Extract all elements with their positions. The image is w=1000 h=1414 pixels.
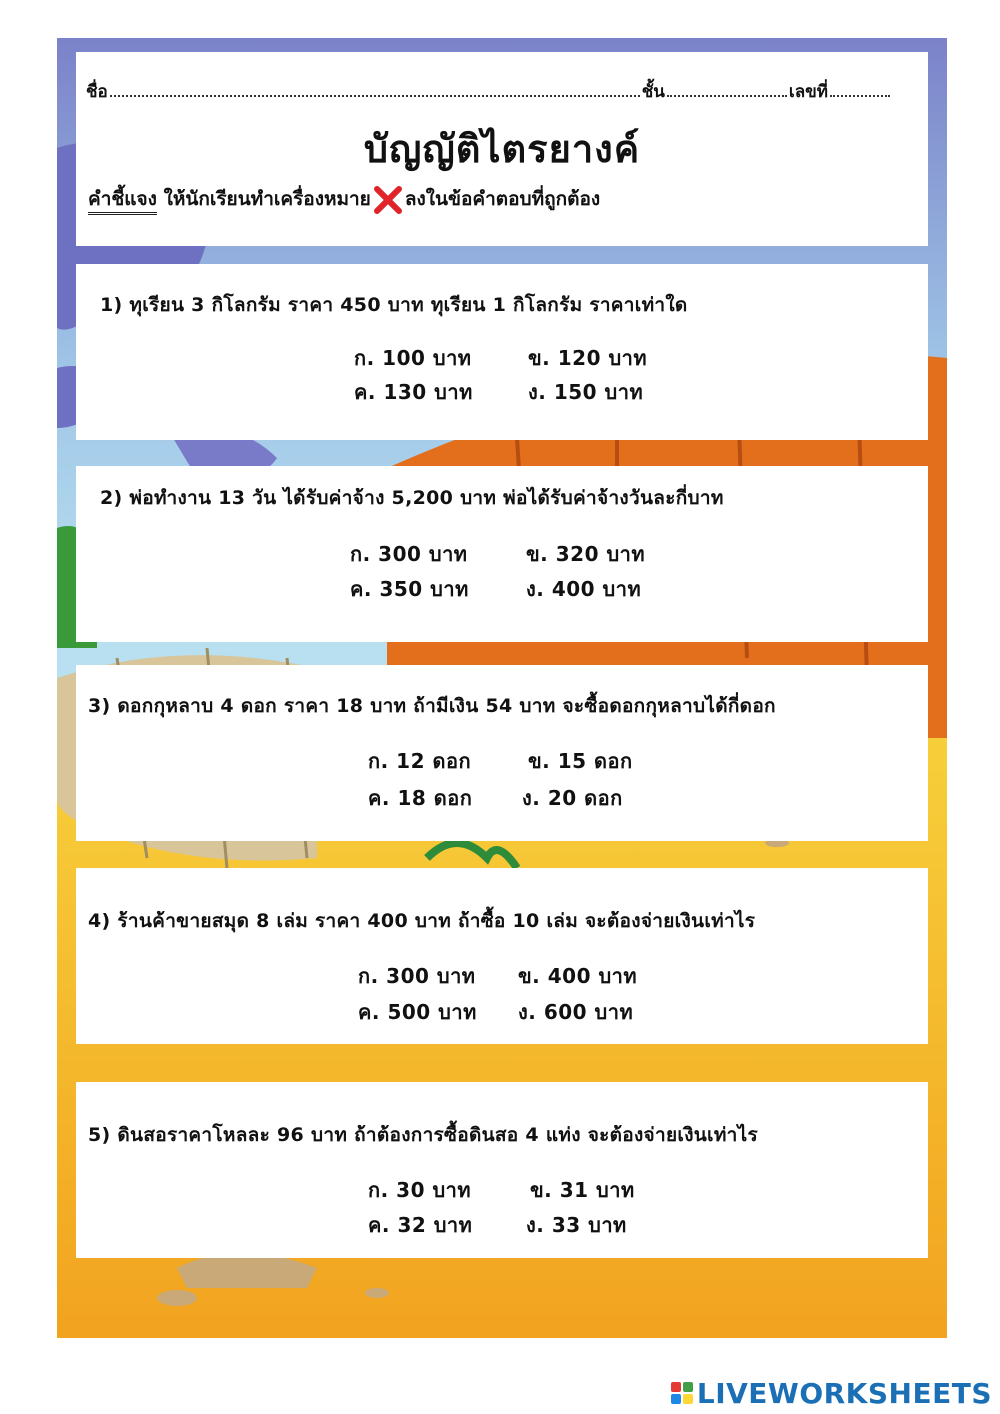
question-text: 4) ร้านค้าขายสมุด 8 เล่ม ราคา 400 บาท ถ้าซื้อ 10 เล่ม จะต้องจ่ายเงินเท่าไร	[88, 910, 756, 932]
name-blank[interactable]	[110, 81, 640, 97]
option-d[interactable]: ง. 400 บาท	[526, 577, 642, 601]
option-a[interactable]: ก. 300 บาท	[350, 542, 468, 566]
student-info-line	[86, 78, 892, 105]
instruction-label: คำชี้แจง	[88, 188, 157, 215]
class-blank[interactable]	[667, 81, 787, 97]
logo-grid-icon	[671, 1382, 693, 1404]
number-label: เลขที่	[788, 82, 828, 102]
option-d[interactable]: ง. 150 บาท	[528, 380, 644, 404]
question-text: 5) ดินสอราคาโหลละ 96 บาท ถ้าต้องการซื้อดินสอ 4 แท่ง จะต้องจ่ายเงินเท่าไร	[88, 1124, 759, 1146]
instruction-text-after: ลงในข้อคำตอบที่ถูกต้อง	[404, 188, 601, 210]
option-b[interactable]: ข. 400 บาท	[518, 964, 638, 988]
name-label: ชื่อ	[86, 82, 108, 102]
option-b[interactable]: ข. 320 บาท	[526, 542, 646, 566]
option-d[interactable]: ง. 33 บาท	[526, 1213, 627, 1237]
option-b[interactable]: ข. 120 บาท	[528, 346, 648, 370]
option-d[interactable]: ง. 600 บาท	[518, 1000, 634, 1024]
question-card-4	[76, 868, 928, 1044]
instruction-text-before: ให้นักเรียนทำเครื่องหมาย	[163, 188, 371, 210]
option-a[interactable]: ก. 12 ดอก	[368, 749, 472, 773]
question-card-2	[76, 466, 928, 642]
number-blank[interactable]	[830, 81, 890, 97]
option-c[interactable]: ค. 32 บาท	[368, 1213, 473, 1237]
option-b[interactable]: ข. 31 บาท	[530, 1178, 635, 1202]
question-text: 2) พ่อทำงาน 13 วัน ได้รับค่าจ้าง 5,200 บาท พ่อได้รับค่าจ้างวันละกี่บาท	[100, 487, 724, 509]
logo-text: LIVEWORKSHEETS	[696, 1376, 992, 1410]
option-a[interactable]: ก. 30 บาท	[368, 1178, 472, 1202]
question-card-3	[76, 665, 928, 841]
question-text: 3) ดอกกุหลาบ 4 ดอก ราคา 18 บาท ถ้ามีเงิน 54 บาท จะซื้อดอกกุหลาบได้กี่ดอก	[88, 695, 776, 717]
x-mark-icon	[373, 186, 403, 214]
option-a[interactable]: ก. 300 บาท	[358, 964, 476, 988]
header-panel	[76, 52, 928, 246]
option-a[interactable]: ก. 100 บาท	[354, 346, 472, 370]
option-d[interactable]: ง. 20 ดอก	[522, 786, 623, 810]
instruction	[88, 184, 600, 214]
question-card-5	[76, 1082, 928, 1258]
option-c[interactable]: ค. 130 บาท	[354, 380, 473, 404]
option-c[interactable]: ค. 18 ดอก	[368, 786, 473, 810]
page-title: บัญญัติไตรยางค์	[363, 127, 641, 171]
class-label: ชั้น	[641, 82, 665, 102]
option-b[interactable]: ข. 15 ดอก	[528, 749, 633, 773]
option-c[interactable]: ค. 500 บาท	[358, 1000, 477, 1024]
option-c[interactable]: ค. 350 บาท	[350, 577, 469, 601]
liveworksheets-logo	[671, 1376, 992, 1410]
question-card-1	[76, 264, 928, 440]
question-text: 1) ทุเรียน 3 กิโลกรัม ราคา 450 บาท ทุเรียน 1 กิโลกรัม ราคาเท่าใด	[100, 294, 688, 316]
